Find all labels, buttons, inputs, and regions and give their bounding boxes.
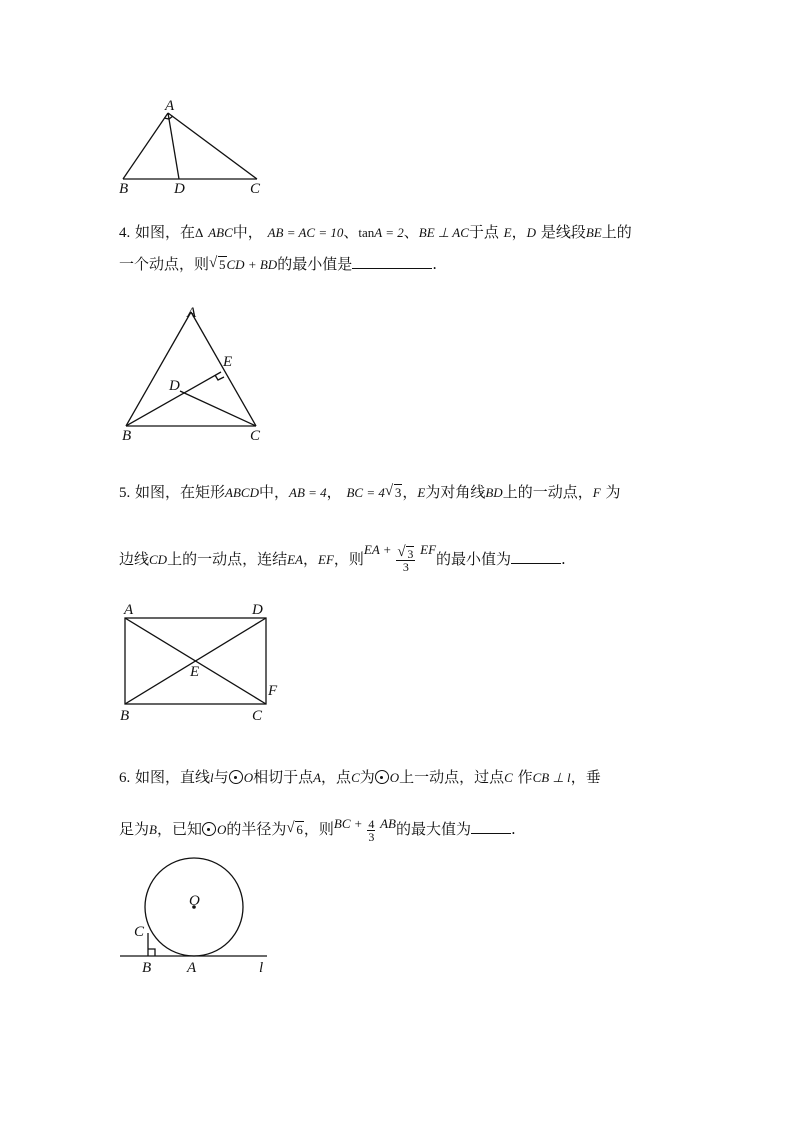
label-b: B xyxy=(120,708,130,724)
segment-ea: EA xyxy=(287,552,303,567)
circle-o: O xyxy=(216,822,227,837)
text: 如图，直线 xyxy=(135,768,211,786)
label-f: F xyxy=(268,683,278,699)
text: 、 xyxy=(343,223,359,241)
answer-blank[interactable] xyxy=(471,833,511,834)
numerator: 4 xyxy=(368,816,375,831)
point-d: D xyxy=(526,225,537,240)
circle-dot-icon xyxy=(202,822,216,836)
problem-4-line-1 xyxy=(119,222,632,243)
sqrt-expression xyxy=(209,255,227,275)
expression-part-b: EF xyxy=(420,542,437,557)
point-c: C xyxy=(351,770,360,785)
problem-number: 6. xyxy=(119,770,131,786)
text: 如图，在矩形 xyxy=(135,483,226,501)
sqrt-numerator xyxy=(397,548,414,560)
label-e: E xyxy=(190,664,200,680)
label-l: l xyxy=(259,960,264,976)
label-o: O xyxy=(189,893,200,909)
text: 相切于点 xyxy=(253,768,314,786)
text: 为对角线 xyxy=(425,483,486,501)
expression: CD + BD xyxy=(226,257,278,272)
text: 于点 xyxy=(468,223,499,241)
label-a: A xyxy=(187,960,197,976)
line-l: l xyxy=(210,770,214,785)
segment-bd: BD xyxy=(485,485,503,500)
text: 、 xyxy=(403,223,419,241)
fraction-4-over-3 xyxy=(367,818,375,843)
text: ， xyxy=(511,223,527,241)
text: 一个动点，则 xyxy=(119,255,210,273)
tan-function: tan xyxy=(358,225,375,240)
condition-ab: AB = 4 xyxy=(289,485,327,500)
circle-o: O xyxy=(243,770,254,785)
answer-blank[interactable] xyxy=(511,563,561,564)
segment-be: BE xyxy=(585,225,602,240)
problem-number: 4. xyxy=(119,225,131,241)
circle-o: O xyxy=(389,770,400,785)
text: ， xyxy=(326,483,342,501)
circle-dot-icon xyxy=(375,770,389,784)
condition-bc: BC = 4 xyxy=(346,485,385,500)
sqrt-3 xyxy=(385,483,403,503)
text: 的最小值是 xyxy=(277,255,353,273)
figure-triangle-abd xyxy=(110,96,290,196)
denominator: 3 xyxy=(368,829,375,844)
label-a: A xyxy=(165,98,175,114)
point-e: E xyxy=(503,225,512,240)
text: 中， xyxy=(259,483,290,501)
label-b: B xyxy=(142,960,152,976)
figure-rectangle-abcd xyxy=(112,598,292,728)
text: 为 xyxy=(605,483,621,501)
point-f: F xyxy=(592,485,601,500)
text: ， xyxy=(402,483,418,501)
problem-5-line-1 xyxy=(119,482,620,503)
segment-ef: EF xyxy=(318,552,334,567)
problem-5-line-2 xyxy=(119,540,566,573)
text: . xyxy=(511,820,516,838)
denominator: 3 xyxy=(402,559,409,574)
label-d: D xyxy=(169,378,180,394)
triangle-name: ABC xyxy=(208,225,233,240)
expression-part-a: EA + xyxy=(363,542,392,557)
label-c: C xyxy=(250,428,261,444)
figure-circle-tangent xyxy=(115,850,285,980)
text: 边线 xyxy=(119,550,150,568)
rectangle-name: ABCD xyxy=(225,485,259,500)
text: 足为 xyxy=(119,820,150,838)
text: 中， xyxy=(232,223,263,241)
text: 的半径为 xyxy=(226,820,287,838)
text: 的最小值为 xyxy=(436,550,512,568)
answer-blank[interactable] xyxy=(352,268,432,269)
expression-part-a: BC + xyxy=(333,816,363,831)
text: ，则 xyxy=(333,550,364,568)
problem-number: 5. xyxy=(119,485,131,501)
text: ，已知 xyxy=(156,820,202,838)
radicand: 3 xyxy=(407,546,414,561)
point-c: C xyxy=(504,770,513,785)
label-d: D xyxy=(174,181,185,197)
segment-cd: CD xyxy=(149,552,168,567)
label-e: E xyxy=(223,354,233,370)
text: . xyxy=(432,255,437,273)
label-a: A xyxy=(187,305,197,321)
label-a: A xyxy=(124,602,134,618)
condition-perpendicular: CB ⊥ l xyxy=(532,770,571,785)
point-e: E xyxy=(417,485,426,500)
problem-4-line-2 xyxy=(119,254,437,275)
fraction-sqrt3-over-3 xyxy=(396,548,415,573)
condition-perpendicular: BE ⊥ AC xyxy=(418,225,469,240)
text: ，垂 xyxy=(570,768,601,786)
label-d: D xyxy=(252,602,263,618)
radicand: 5 xyxy=(219,257,226,272)
text: 为 xyxy=(359,768,375,786)
text: ，则 xyxy=(303,820,334,838)
point-b: B xyxy=(149,822,157,837)
text: 上的 xyxy=(601,223,632,241)
text: 上一动点，过点 xyxy=(399,768,505,786)
text: 作 xyxy=(517,768,533,786)
radicand: 3 xyxy=(394,485,402,500)
text: ， xyxy=(302,550,318,568)
label-b: B xyxy=(119,181,129,197)
text: 上的一动点，连结 xyxy=(167,550,288,568)
text: 如图，在 xyxy=(135,223,196,241)
text: . xyxy=(561,550,566,568)
problem-6-line-2 xyxy=(119,814,516,843)
sqrt-6 xyxy=(286,820,304,840)
triangle-symbol: Δ xyxy=(195,225,204,240)
text: 与 xyxy=(213,768,229,786)
label-c: C xyxy=(134,924,145,940)
label-c: C xyxy=(252,708,263,724)
radicand: 6 xyxy=(296,822,303,837)
expression-part-b: AB xyxy=(380,816,396,831)
text: 的最大值为 xyxy=(396,820,472,838)
condition-equal-sides: AB = AC = 10 xyxy=(267,225,344,240)
tan-value: A = 2 xyxy=(374,225,404,240)
text: 是线段 xyxy=(540,223,586,241)
circle-dot-icon xyxy=(229,770,243,784)
problem-6-line-1 xyxy=(119,767,601,788)
label-c: C xyxy=(250,181,261,197)
label-b: B xyxy=(122,428,132,444)
figure-triangle-abce xyxy=(110,302,280,447)
text: ，点 xyxy=(321,768,352,786)
point-a: A xyxy=(313,770,322,785)
text: 上的一动点， xyxy=(502,483,593,501)
